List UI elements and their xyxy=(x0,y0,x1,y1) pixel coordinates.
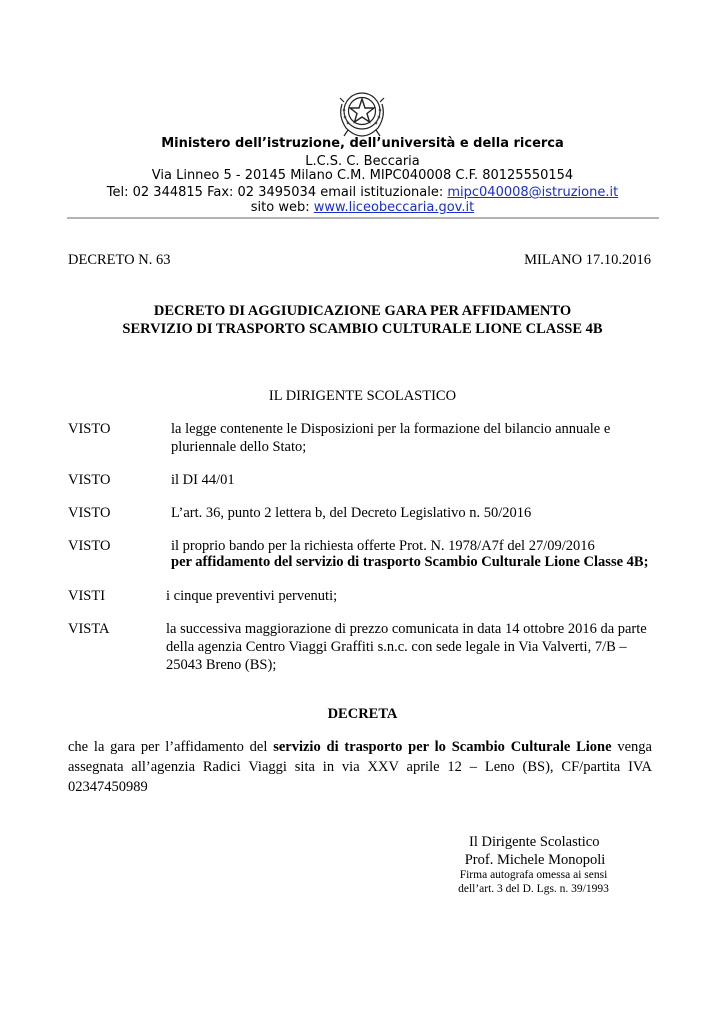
ministry-name: Ministero dell’istruzione, dell’università e della ricerca xyxy=(161,136,564,151)
place-date: MILANO 17.10.2016 xyxy=(524,252,651,268)
recital-label: VISTI xyxy=(68,588,106,604)
website-link[interactable]: www.liceobeccaria.gov.it xyxy=(313,200,475,215)
email-link[interactable]: mipc040008@istruzione.it xyxy=(447,185,619,200)
signature-role: Il Dirigente Scolastico xyxy=(469,834,600,850)
recital-text: la successiva maggiorazione di prezzo comunicata in data 14 ottobre 2016 da parte xyxy=(166,621,647,637)
recital-label: VISTO xyxy=(68,505,111,521)
recital-label: VISTO xyxy=(68,472,111,488)
website-line xyxy=(0,199,725,217)
recital-text: il DI 44/01 xyxy=(171,472,235,488)
italian-republic-emblem-icon xyxy=(334,84,390,140)
signature-name: Prof. Michele Monopoli xyxy=(464,852,606,868)
header-divider xyxy=(67,217,659,219)
school-name: L.C.S. C. Beccaria xyxy=(305,154,420,169)
website-label: sito web: xyxy=(250,200,314,215)
decreta-heading: DECRETA xyxy=(327,706,398,722)
body-text: venga assegnata all’agenzia Radici Viaggi sita in via XXV aprile 12 – Leno (BS), CF/partita IVA 02347450989 xyxy=(68,739,652,795)
authority-heading: IL DIRIGENTE SCOLASTICO xyxy=(268,388,457,404)
decree-title-line2: SERVIZIO DI TRASPORTO SCAMBIO CULTURALE LIONE CLASSE 4B xyxy=(122,321,603,337)
recital-label: VISTO xyxy=(68,538,111,554)
recital-text: pluriennale dello Stato; xyxy=(171,439,307,455)
recital-text: della agenzia Centro Viaggi Graffiti s.n.c. con sede legale in Via Valverti, 7/B – xyxy=(166,639,627,655)
recital-label: VISTA xyxy=(68,621,110,637)
recital-text: per affidamento del servizio di trasporto Scambio Culturale Lione Classe 4B; xyxy=(171,554,649,570)
school-address: Via Linneo 5 - 20145 Milano C.M. MIPC040008 C.F. 80125550154 xyxy=(151,168,574,183)
contacts-text: Tel: 02 344815 Fax: 02 3495034 email istituzionale: xyxy=(106,185,448,200)
decree-body xyxy=(68,737,652,797)
decree-number: DECRETO N. 63 xyxy=(68,252,171,268)
recital-text: il proprio bando per la richiesta offerte Prot. N. 1978/A7f del 27/09/2016 xyxy=(171,538,595,554)
signature-note: dell’art. 3 del D. Lgs. n. 39/1993 xyxy=(458,883,609,895)
recital-text: i cinque preventivi pervenuti; xyxy=(166,588,338,604)
recital-text: L’art. 36, punto 2 lettera b, del Decreto Legislativo n. 50/2016 xyxy=(171,505,532,521)
decree-title-line1: DECRETO DI AGGIUDICAZIONE GARA PER AFFIDAMENTO xyxy=(153,303,572,319)
body-bold-text: servizio di trasporto per lo Scambio Culturale Lione xyxy=(273,739,612,755)
signature-note: Firma autografa omessa ai sensi xyxy=(459,869,608,881)
recital-text: la legge contenente le Disposizioni per la formazione del bilancio annuale e xyxy=(171,421,611,437)
recital-text: 25043 Breno (BS); xyxy=(166,657,277,673)
recital-label: VISTO xyxy=(68,421,111,437)
body-text: che la gara per l’affidamento del xyxy=(68,739,274,755)
